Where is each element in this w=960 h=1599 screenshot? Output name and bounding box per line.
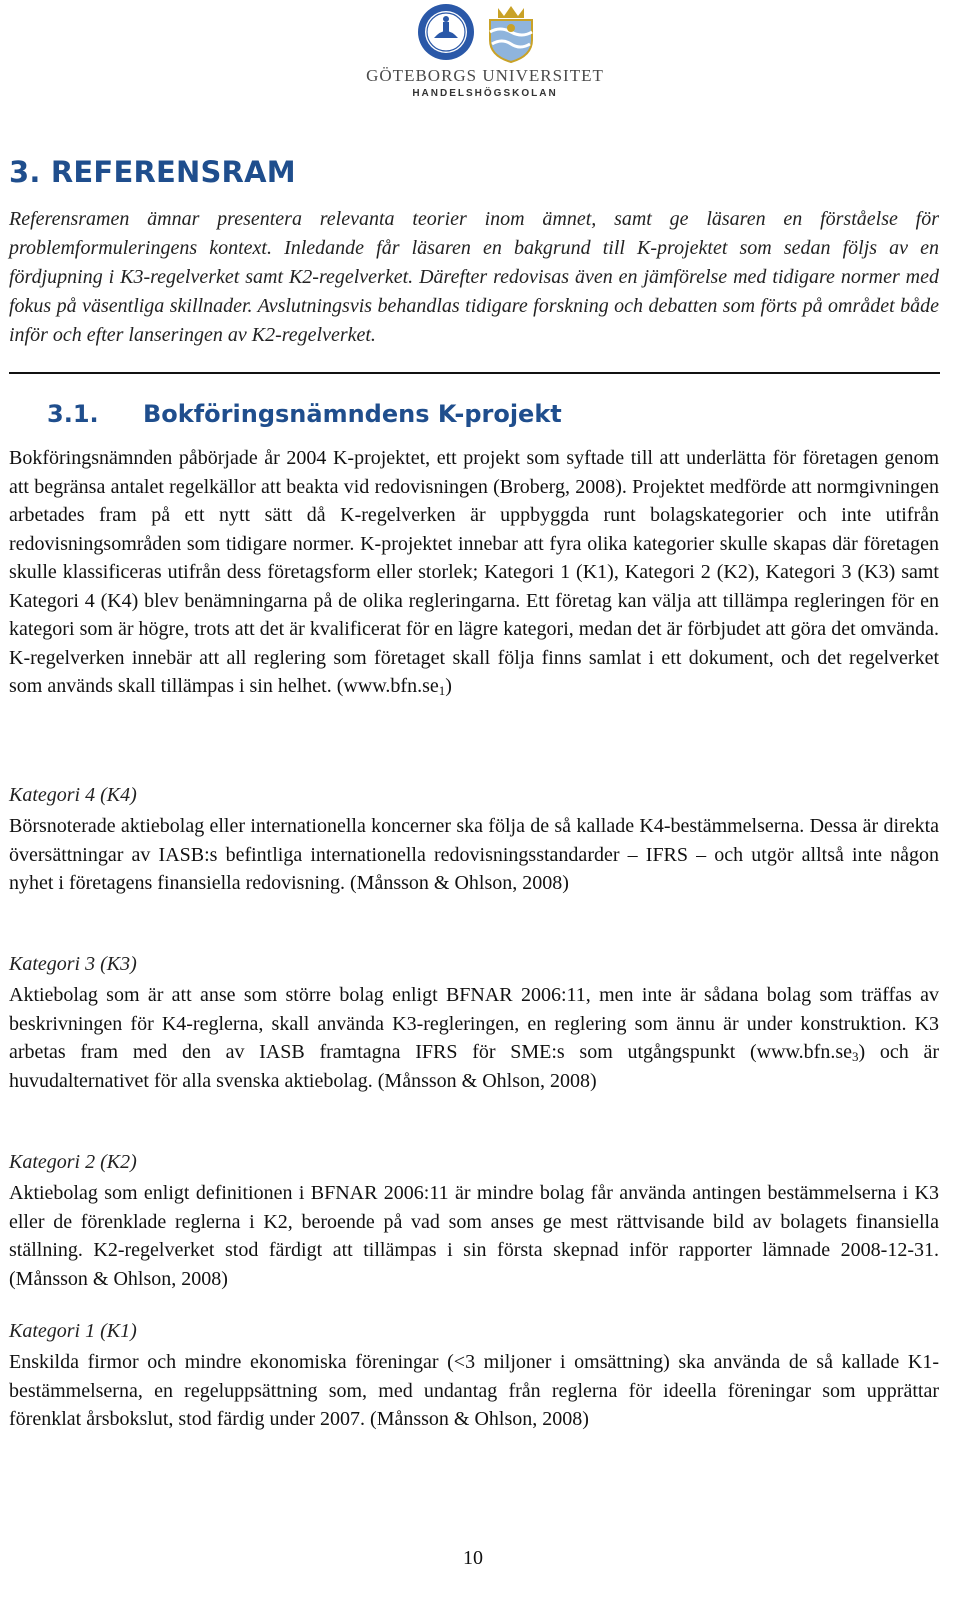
category-text-k3 xyxy=(9,981,939,1095)
category-text-k3-a: Aktiebolag som är att anse som större bolag enligt BFNAR 2006:11, men inte är sådana bolag som träffas av beskrivningen för K4-reglerna, skall använda K3-regleringen, en reglering som ännu är under konstruktion. K3 arbetas fram med den av IASB framtagna IFRS för SME:s som utgångspunkt (www.bfn.se xyxy=(9,984,939,1063)
university-logo xyxy=(360,2,610,106)
footnote-ref: 1 xyxy=(438,683,446,698)
school-name: HANDELSHÖGSKOLAN xyxy=(412,88,558,99)
category-text-k4: Börsnoterade aktiebolag eller internationella koncerner ska följa de så kallade K4-bestämmelserna. Dessa är direkta översättningar av IASB:s befintliga internationella redovisningsstandarder – IFRS – och utgör alltså inte någon nyhet i företagens finansiella redovisning. (Månsson & Ohlson, 2008) xyxy=(9,815,939,894)
chapter-title: 3. REFERENSRAM xyxy=(9,155,296,189)
section-body-text: Bokföringsnämnden påbörjade år 2004 K-projektet, ett projekt som syftade till att underlätta för företagen genom att begränsa antalet regelkällor att beakta vid redovisningen (Broberg, 2008). Projektet medförde att normgivningen arbetades fram på ett nytt sätt då K-regelverken är uppbyggda runt bolagskategorier och inte utifrån redovisningsområden som tidigare normer. K-projektet innebar att fyra olika kategorier skulle skapas där företagen skulle klassificeras utifrån dess företagsform eller storlek; Kategori 1 (K1), Kategori 2 (K2), Kategori 3 (K3) samt Kategori 4 (K4) blev benämningarna på de olika regleringarna. Ett företag kan välja att tillämpa regleringen för en kategori som är högre, trots att det är kvalificerat för en lägre kategori, medan det är förbjudet att göra det omvända. K-regelverken innebär att all reglering som företaget skall följa finns samlat i ett dokument, och det regelverket som används skall tillämpas i sin helhet. (www.bfn.se xyxy=(9,447,939,697)
section-heading xyxy=(47,400,562,428)
chapter-intro: Referensramen ämnar presentera relevanta teorier inom ämnet, samt ge läsaren en förståelse för problemformuleringens kontext. Inledande får läsaren en bakgrund till K-projektet som sedan följs av en fördjupning i K3-regelverket samt K2-regelverket. Därefter redovisas även en jämförelse med tidigare normer med fokus på väsentliga skillnader. Avslutningsvis behandlas tidigare forskning och debatten som förts på området både inför och efter lanseringen av K2-regelverket. xyxy=(9,208,939,346)
intro-divider xyxy=(9,372,940,374)
category-heading-k3: Kategori 3 (K3) xyxy=(9,953,137,975)
section-body xyxy=(9,444,939,701)
page-number: 10 xyxy=(463,1547,483,1569)
school-shield-icon xyxy=(484,2,538,64)
category-heading-k1: Kategori 1 (K1) xyxy=(9,1320,137,1342)
section-number: 3.1. xyxy=(47,400,99,428)
university-seal-icon xyxy=(416,2,476,62)
university-name: GÖTEBORGS UNIVERSITET xyxy=(366,66,604,85)
section-title: Bokföringsnämndens K-projekt xyxy=(143,400,562,428)
category-heading-k4: Kategori 4 (K4) xyxy=(9,784,137,806)
category-heading-k2: Kategori 2 (K2) xyxy=(9,1151,137,1173)
category-text-k3-b: ) och är huvudalternativet för alla svenska aktiebolag. (Månsson & Ohlson, 2008) xyxy=(9,1041,939,1092)
category-text-k1: Enskilda firmor och mindre ekonomiska föreningar (<3 miljoner i omsättning) ska använda de så kallade K1-bestämmelserna, en regeluppsättning som, med undantag från reglerna för ideella föreningar som upprättar förenklat årsbokslut, stod färdig under 2007. (Månsson & Ohlson, 2008) xyxy=(9,1351,939,1430)
category-text-k2: Aktiebolag som enligt definitionen i BFNAR 2006:11 är mindre bolag får använda antingen bestämmelserna i K3 eller de förenklade reglerna i K2, beroende på vad som anses ge mest rättvisande bild av bolagets finansiella ställning. K2-regelverket stod färdigt att tillämpas i sin första skepnad inför rapporter lämnade 2008-12-31. (Månsson & Ohlson, 2008) xyxy=(9,1182,939,1290)
footnote-ref: 3 xyxy=(851,1049,859,1064)
section-body-end: ) xyxy=(445,675,452,697)
